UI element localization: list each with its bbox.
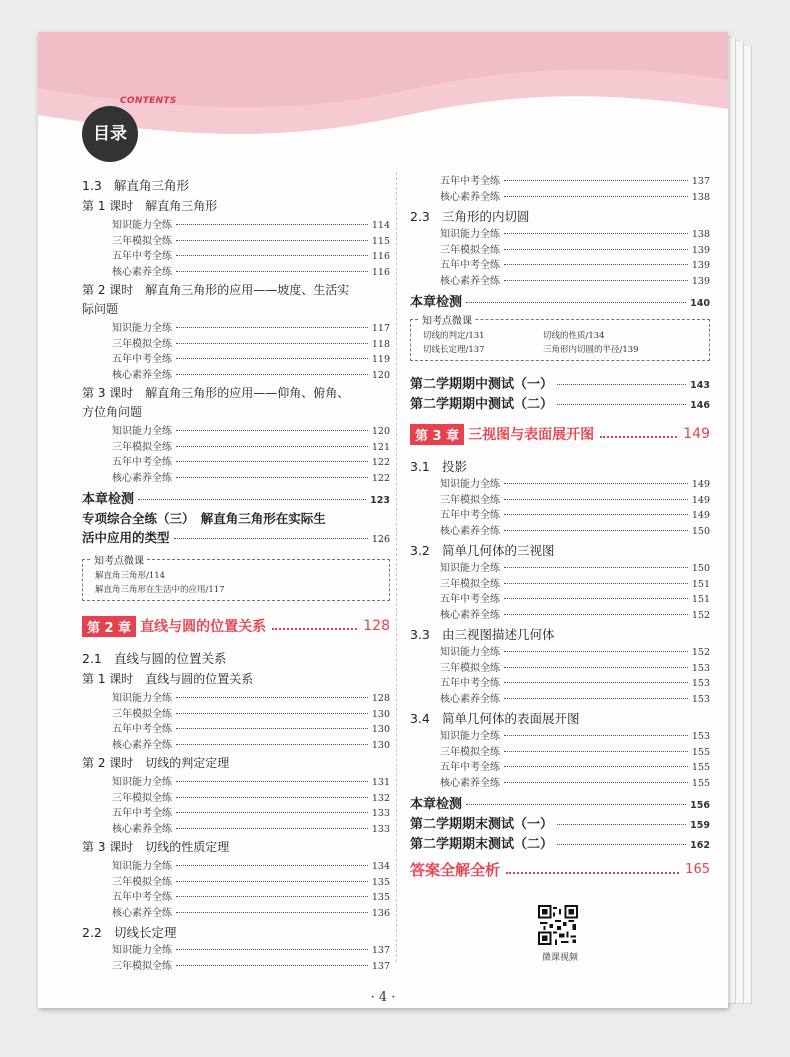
lesson-1-3-2[interactable]: 第 2 课时 解直角三角形的应用——坡度、生活实 际问题 — [82, 283, 350, 316]
lesson-1-3-3[interactable]: 第 3 课时 解直角三角形的应用——仰角、俯角、 方位角问题 — [82, 386, 350, 419]
right-column — [410, 172, 710, 880]
toc-item[interactable]: 核心素养全练 152 — [440, 609, 710, 621]
toc-item[interactable]: 三年模拟全练 132 — [112, 792, 390, 804]
toc-item[interactable]: 知识能力全练 138 — [440, 229, 710, 240]
toc-item[interactable]: 三年模拟全练 130 — [112, 708, 390, 720]
contents-logo: 目录 — [82, 106, 138, 162]
microlesson-item[interactable]: 切线的性质/134 — [543, 331, 605, 341]
toc-item[interactable]: 三年模拟全练 115 — [112, 235, 390, 247]
toc-item[interactable]: 核心素养全练 155 — [440, 777, 710, 789]
column-divider — [396, 172, 397, 962]
section-3-1[interactable]: 3.1 投影 — [410, 459, 468, 474]
chapter-2-heading[interactable]: 第 2 章 直线与圆的位置关系 128 — [82, 613, 390, 639]
special-practice[interactable]: 专项综合全练（三） 解直角三角形在实际生 活中应用的类型 126 — [82, 511, 390, 545]
microlesson-item[interactable]: 解直角三角形在生活中的应用/117 — [95, 585, 225, 595]
lesson-2-1-3[interactable]: 第 3 课时 切线的性质定理 — [82, 840, 230, 854]
chapter-3-heading[interactable]: 第 3 章 三视图与表面展开图 149 — [410, 421, 710, 447]
toc-item[interactable]: 核心素养全练 150 — [440, 525, 710, 537]
toc-item[interactable]: 五年中考全练 135 — [112, 892, 390, 903]
microlesson-item[interactable]: 切线的判定/131 — [423, 331, 485, 341]
qr-code-icon[interactable] — [538, 905, 578, 945]
toc-item[interactable]: 知识能力全练 120 — [112, 426, 390, 437]
toc-item[interactable]: 五年中考全练 153 — [440, 678, 710, 689]
contents-label: CONTENTS — [120, 96, 177, 106]
toc-item[interactable]: 知识能力全练 128 — [112, 693, 390, 704]
toc-item[interactable]: 三年模拟全练 155 — [440, 746, 710, 758]
section-2-2[interactable]: 2.2 切线长定理 — [82, 925, 177, 940]
midterm-test-1[interactable]: 第二学期期中测试（一） 143 — [410, 377, 710, 392]
final-test-2[interactable]: 第二学期期末测试（二） 162 — [410, 837, 710, 852]
microlesson-title: 知考点微课 — [91, 552, 147, 567]
answers-heading[interactable]: 答案全解全析 165 — [410, 861, 710, 879]
toc-item[interactable]: 知识能力全练 149 — [440, 479, 710, 490]
section-2-3[interactable]: 2.3 三角形的内切圆 — [410, 209, 530, 224]
toc-item[interactable]: 三年模拟全练 151 — [440, 578, 710, 590]
toc-item[interactable]: 知识能力全练 153 — [440, 731, 710, 742]
toc-item[interactable]: 五年中考全练 149 — [440, 510, 710, 521]
microlesson-item[interactable]: 切线长定理/137 — [423, 345, 485, 355]
toc-item[interactable]: 核心素养全练 136 — [112, 907, 390, 919]
lesson-1-3-1[interactable]: 第 1 课时 解直角三角形 — [82, 199, 218, 213]
toc-item[interactable]: 三年模拟全练 139 — [440, 244, 710, 256]
toc-item[interactable]: 五年中考全练 133 — [112, 808, 390, 819]
microlesson-item[interactable]: 三角形内切圆的半径/139 — [543, 345, 639, 355]
toc-item[interactable]: 核心素养全练 133 — [112, 823, 390, 835]
toc-item[interactable]: 三年模拟全练 121 — [112, 441, 390, 453]
toc-item[interactable]: 五年中考全练 119 — [112, 354, 390, 365]
toc-item[interactable]: 知识能力全练 131 — [112, 777, 390, 788]
toc-item[interactable]: 五年中考全练 137 — [440, 176, 710, 187]
toc-item[interactable]: 知识能力全练 134 — [112, 861, 390, 872]
lesson-2-1-1[interactable]: 第 1 课时 直线与圆的位置关系 — [82, 672, 254, 686]
midterm-test-2[interactable]: 第二学期期中测试（二） 146 — [410, 397, 710, 412]
toc-item[interactable]: 五年中考全练 130 — [112, 724, 390, 735]
section-2-1[interactable]: 2.1 直线与圆的位置关系 — [82, 651, 227, 666]
left-column — [82, 172, 390, 972]
lesson-2-1-2[interactable]: 第 2 课时 切线的判定定理 — [82, 756, 230, 770]
final-test-1[interactable]: 第二学期期末测试（一） 159 — [410, 817, 710, 832]
toc-item[interactable]: 核心素养全练 138 — [440, 191, 710, 203]
section-3-2[interactable]: 3.2 简单几何体的三视图 — [410, 543, 555, 558]
qr-label: 微课视频 — [541, 953, 578, 963]
chapter-test-2[interactable]: 本章检测 140 — [410, 295, 710, 310]
toc-item[interactable]: 知识能力全练 117 — [112, 323, 390, 334]
toc-item[interactable]: 三年模拟全练 149 — [440, 494, 710, 506]
toc-item[interactable]: 三年模拟全练 153 — [440, 662, 710, 674]
toc-item[interactable]: 知识能力全练 137 — [112, 945, 390, 956]
toc-item[interactable]: 五年中考全练 155 — [440, 762, 710, 773]
toc-item[interactable]: 核心素养全练 153 — [440, 693, 710, 705]
lesson-items — [82, 216, 390, 278]
toc-item[interactable]: 核心素养全练 130 — [112, 739, 390, 751]
section-3-3[interactable]: 3.3 由三视图描述几何体 — [410, 627, 555, 642]
toc-item[interactable]: 知识能力全练 150 — [440, 563, 710, 574]
toc-item[interactable]: 知识能力全练 152 — [440, 647, 710, 658]
toc-item[interactable]: 五年中考全练 116 — [112, 251, 390, 262]
toc-item[interactable]: 三年模拟全练 118 — [112, 338, 390, 350]
section-1-3[interactable]: 1.3 解直角三角形 — [82, 178, 190, 193]
toc-item[interactable]: 核心素养全练 116 — [112, 266, 390, 278]
toc-item[interactable]: 三年模拟全练 135 — [112, 876, 390, 888]
toc-item[interactable]: 五年中考全练 139 — [440, 260, 710, 271]
microlesson-box-2 — [410, 316, 710, 361]
header-banner — [38, 32, 728, 150]
toc-item[interactable]: 五年中考全练 122 — [112, 457, 390, 468]
toc-item[interactable]: 知识能力全练 114 — [112, 220, 390, 231]
toc-item[interactable]: 核心素养全练 122 — [112, 472, 390, 484]
chapter-test-1[interactable]: 本章检测 123 — [82, 492, 390, 507]
page-number: · 4 · — [370, 990, 396, 1005]
book-page — [38, 32, 728, 1008]
microlesson-item[interactable]: 解直角三角形/114 — [95, 571, 166, 581]
toc-item[interactable]: 核心素养全练 139 — [440, 275, 710, 287]
section-3-4[interactable]: 3.4 简单几何体的表面展开图 — [410, 711, 580, 726]
microlesson-box-1 — [82, 556, 390, 601]
toc-item[interactable]: 五年中考全练 151 — [440, 594, 710, 605]
toc-item[interactable]: 三年模拟全练 137 — [112, 960, 390, 972]
microlesson-title: 知考点微课 — [419, 312, 475, 327]
toc-item[interactable]: 核心素养全练 120 — [112, 369, 390, 381]
chapter-test-3[interactable]: 本章检测 156 — [410, 797, 710, 812]
